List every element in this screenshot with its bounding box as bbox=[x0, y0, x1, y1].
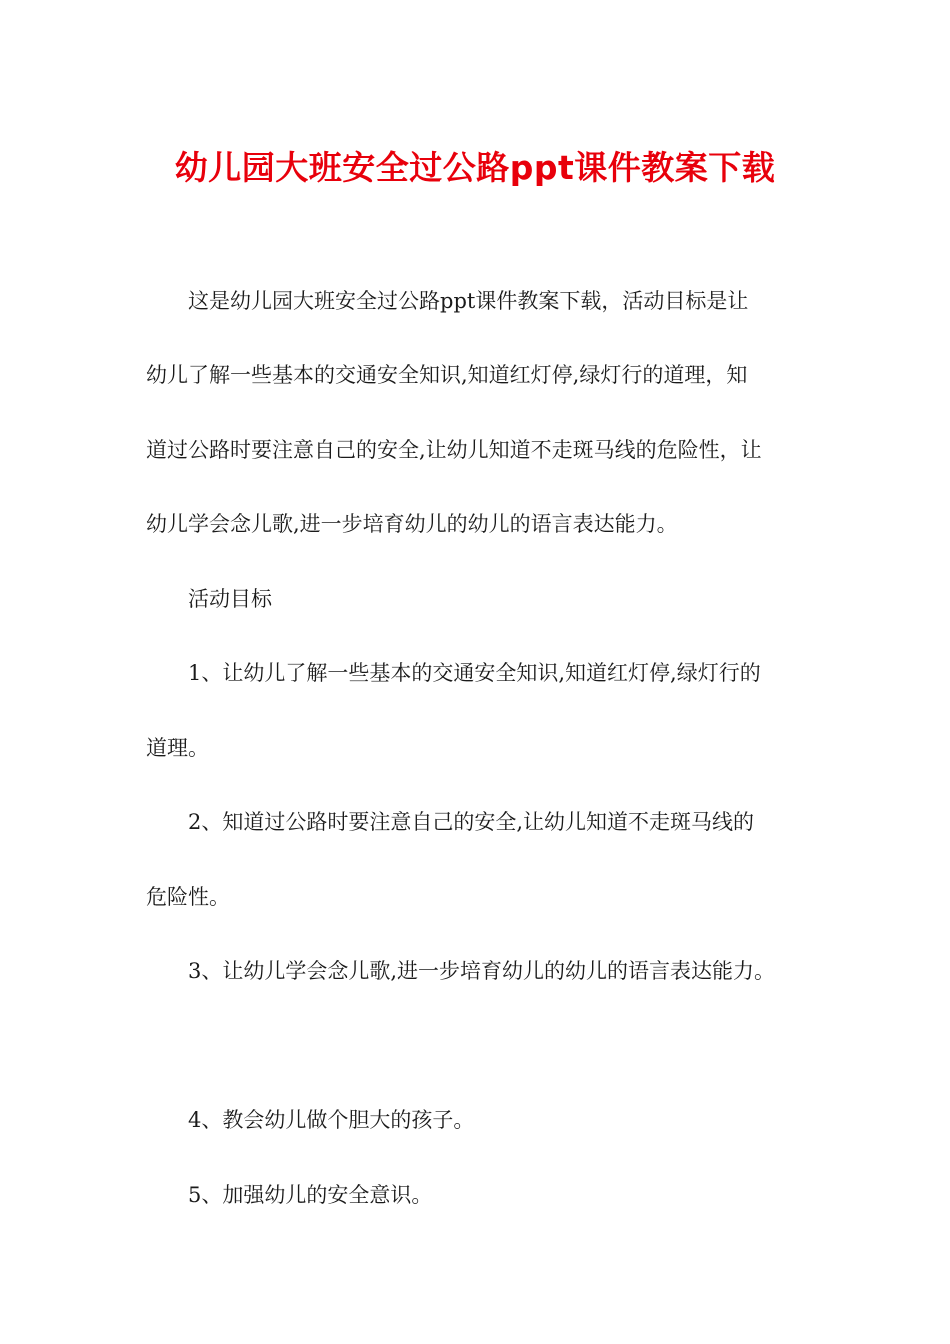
goal-1-line-1: 1、让幼儿了解一些基本的交通安全知识,知道红灯停,绿灯行的 bbox=[188, 661, 761, 685]
intro-line-1: 这是幼儿园大班安全过公路ppt课件教案下载，活动目标是让 bbox=[188, 289, 749, 313]
goal-5: 5、加强幼儿的安全意识。 bbox=[188, 1183, 433, 1207]
document-title: 幼儿园大班安全过公路ppt课件教案下载 bbox=[174, 148, 776, 187]
section-heading: 活动目标 bbox=[188, 587, 272, 611]
goal-2-line-1: 2、知道过公路时要注意自己的安全,让幼儿知道不走斑马线的 bbox=[188, 810, 755, 834]
goal-1-line-2: 道理。 bbox=[146, 736, 209, 760]
intro-line-3: 道过公路时要注意自己的安全,让幼儿知道不走斑马线的危险性，让 bbox=[146, 438, 762, 462]
goal-4: 4、教会幼儿做个胆大的孩子。 bbox=[188, 1108, 475, 1132]
intro-line-4: 幼儿学会念儿歌,进一步培育幼儿的幼儿的语言表达能力。 bbox=[146, 512, 678, 536]
intro-line-2: 幼儿了解一些基本的交通安全知识,知道红灯停,绿灯行的道理，知 bbox=[146, 363, 748, 387]
goal-2-line-2: 危险性。 bbox=[146, 885, 230, 909]
goal-3: 3、让幼儿学会念儿歌,进一步培育幼儿的幼儿的语言表达能力。 bbox=[188, 959, 776, 983]
